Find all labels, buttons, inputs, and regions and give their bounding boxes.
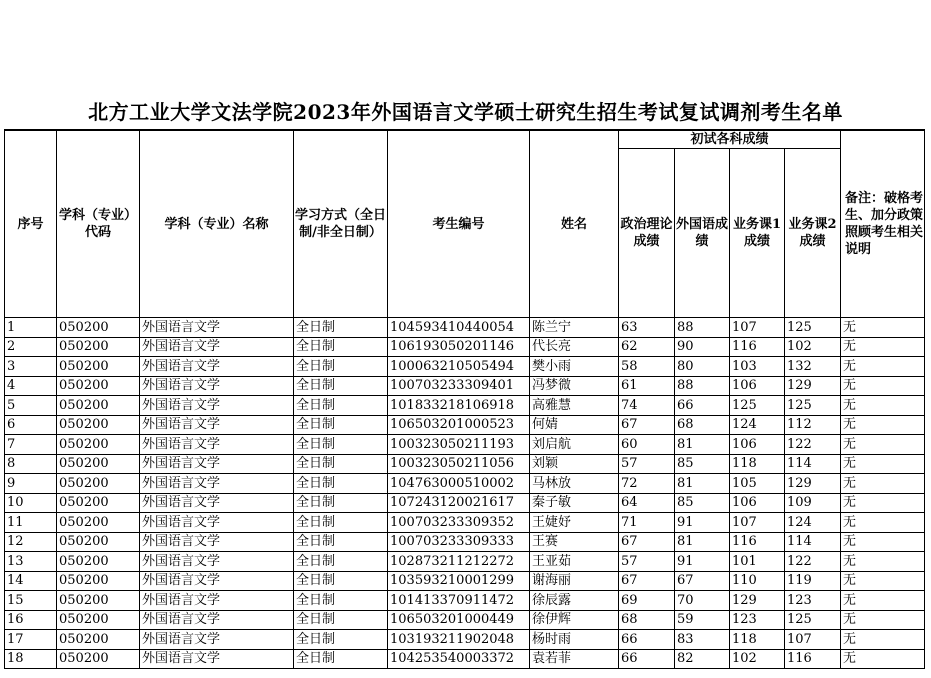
cell-mode: 全日制 <box>294 415 388 435</box>
cell-seq: 11 <box>5 513 57 533</box>
cell-note: 无 <box>841 396 925 416</box>
cell-student: 陈兰宁 <box>530 318 619 338</box>
cell-foreign: 91 <box>675 552 730 572</box>
table-row <box>5 649 925 669</box>
cell-politics: 74 <box>619 396 675 416</box>
cell-note: 无 <box>841 630 925 650</box>
cell-code: 050200 <box>57 630 140 650</box>
cell-name: 外国语言文学 <box>140 513 294 533</box>
cell-politics: 63 <box>619 318 675 338</box>
cell-course2: 125 <box>785 610 841 630</box>
cell-politics: 67 <box>619 571 675 591</box>
cell-exam-no: 104593410440054 <box>388 318 530 338</box>
cell-note: 无 <box>841 610 925 630</box>
cell-note: 无 <box>841 357 925 377</box>
cell-mode: 全日制 <box>294 474 388 494</box>
cell-course2: 112 <box>785 415 841 435</box>
cell-note: 无 <box>841 435 925 455</box>
cell-politics: 72 <box>619 474 675 494</box>
cell-name: 外国语言文学 <box>140 532 294 552</box>
cell-mode: 全日制 <box>294 552 388 572</box>
cell-note: 无 <box>841 532 925 552</box>
cell-exam-no: 100703233309333 <box>388 532 530 552</box>
cell-student: 杨时雨 <box>530 630 619 650</box>
cell-note: 无 <box>841 415 925 435</box>
cell-code: 050200 <box>57 493 140 513</box>
cell-note: 无 <box>841 376 925 396</box>
cell-course1: 124 <box>730 415 785 435</box>
header-code: 学科（专业）代码 <box>57 130 140 318</box>
cell-foreign: 59 <box>675 610 730 630</box>
cell-seq: 12 <box>5 532 57 552</box>
table-row <box>5 357 925 377</box>
cell-foreign: 70 <box>675 591 730 611</box>
cell-note: 无 <box>841 454 925 474</box>
cell-mode: 全日制 <box>294 318 388 338</box>
cell-seq: 17 <box>5 630 57 650</box>
cell-seq: 2 <box>5 337 57 357</box>
cell-note: 无 <box>841 649 925 669</box>
cell-foreign: 88 <box>675 318 730 338</box>
cell-seq: 6 <box>5 415 57 435</box>
cell-course1: 123 <box>730 610 785 630</box>
cell-note: 无 <box>841 493 925 513</box>
table-row <box>5 513 925 533</box>
cell-exam-no: 103193211902048 <box>388 630 530 650</box>
cell-course1: 110 <box>730 571 785 591</box>
cell-course1: 103 <box>730 357 785 377</box>
header-name: 学科（专业）名称 <box>140 130 294 318</box>
cell-politics: 66 <box>619 630 675 650</box>
cell-name: 外国语言文学 <box>140 571 294 591</box>
cell-politics: 71 <box>619 513 675 533</box>
cell-code: 050200 <box>57 415 140 435</box>
table-row <box>5 435 925 455</box>
cell-mode: 全日制 <box>294 493 388 513</box>
cell-note: 无 <box>841 513 925 533</box>
table-row <box>5 630 925 650</box>
cell-exam-no: 107243120021617 <box>388 493 530 513</box>
cell-foreign: 68 <box>675 415 730 435</box>
cell-seq: 1 <box>5 318 57 338</box>
cell-seq: 14 <box>5 571 57 591</box>
header-course1: 业务课1成绩 <box>730 149 785 318</box>
cell-exam-no: 103593210001299 <box>388 571 530 591</box>
cell-student: 马林放 <box>530 474 619 494</box>
cell-mode: 全日制 <box>294 591 388 611</box>
cell-course1: 101 <box>730 552 785 572</box>
cell-course1: 107 <box>730 318 785 338</box>
cell-foreign: 85 <box>675 454 730 474</box>
cell-politics: 69 <box>619 591 675 611</box>
cell-exam-no: 104763000510002 <box>388 474 530 494</box>
table-body <box>5 318 925 669</box>
cell-course1: 116 <box>730 532 785 552</box>
cell-mode: 全日制 <box>294 337 388 357</box>
cell-foreign: 90 <box>675 337 730 357</box>
cell-course1: 102 <box>730 649 785 669</box>
cell-course2: 125 <box>785 318 841 338</box>
cell-exam-no: 100703233309352 <box>388 513 530 533</box>
cell-foreign: 91 <box>675 513 730 533</box>
cell-course1: 118 <box>730 454 785 474</box>
cell-name: 外国语言文学 <box>140 591 294 611</box>
table-row <box>5 571 925 591</box>
cell-foreign: 81 <box>675 532 730 552</box>
cell-name: 外国语言文学 <box>140 610 294 630</box>
cell-name: 外国语言文学 <box>140 493 294 513</box>
cell-code: 050200 <box>57 552 140 572</box>
candidate-table <box>4 129 925 669</box>
cell-course1: 129 <box>730 591 785 611</box>
cell-foreign: 82 <box>675 649 730 669</box>
table-row <box>5 532 925 552</box>
cell-seq: 15 <box>5 591 57 611</box>
cell-course1: 125 <box>730 396 785 416</box>
cell-student: 徐辰露 <box>530 591 619 611</box>
cell-exam-no: 106503201000523 <box>388 415 530 435</box>
page-title: 北方工业大学文法学院2023年外国语言文学硕士研究生招生考试复试调剂考生名单 <box>88 100 843 124</box>
header-note: 备注：破格考生、加分政策照顾考生相关说明 <box>841 130 925 318</box>
cell-name: 外国语言文学 <box>140 318 294 338</box>
cell-student: 刘启航 <box>530 435 619 455</box>
cell-code: 050200 <box>57 318 140 338</box>
cell-course2: 129 <box>785 376 841 396</box>
cell-code: 050200 <box>57 610 140 630</box>
cell-course1: 106 <box>730 376 785 396</box>
cell-code: 050200 <box>57 376 140 396</box>
cell-foreign: 67 <box>675 571 730 591</box>
header-score-group: 初试各科成绩 <box>619 130 841 149</box>
cell-student: 刘颖 <box>530 454 619 474</box>
cell-politics: 58 <box>619 357 675 377</box>
cell-seq: 13 <box>5 552 57 572</box>
cell-student: 冯梦微 <box>530 376 619 396</box>
cell-name: 外国语言文学 <box>140 454 294 474</box>
cell-foreign: 80 <box>675 357 730 377</box>
cell-exam-no: 102873211212272 <box>388 552 530 572</box>
cell-politics: 68 <box>619 610 675 630</box>
cell-code: 050200 <box>57 454 140 474</box>
cell-course1: 106 <box>730 435 785 455</box>
cell-course2: 109 <box>785 493 841 513</box>
cell-politics: 64 <box>619 493 675 513</box>
cell-note: 无 <box>841 591 925 611</box>
cell-seq: 7 <box>5 435 57 455</box>
cell-exam-no: 104253540003372 <box>388 649 530 669</box>
cell-politics: 62 <box>619 337 675 357</box>
cell-student: 王亚茹 <box>530 552 619 572</box>
table-row <box>5 454 925 474</box>
cell-name: 外国语言文学 <box>140 630 294 650</box>
cell-note: 无 <box>841 552 925 572</box>
cell-course2: 114 <box>785 454 841 474</box>
table-row <box>5 474 925 494</box>
cell-name: 外国语言文学 <box>140 552 294 572</box>
cell-student: 高雅慧 <box>530 396 619 416</box>
cell-mode: 全日制 <box>294 357 388 377</box>
cell-student: 何婧 <box>530 415 619 435</box>
cell-mode: 全日制 <box>294 396 388 416</box>
cell-code: 050200 <box>57 649 140 669</box>
cell-foreign: 81 <box>675 435 730 455</box>
cell-seq: 9 <box>5 474 57 494</box>
cell-exam-no: 106193050201146 <box>388 337 530 357</box>
cell-course1: 116 <box>730 337 785 357</box>
cell-name: 外国语言文学 <box>140 376 294 396</box>
cell-course2: 107 <box>785 630 841 650</box>
cell-politics: 57 <box>619 552 675 572</box>
cell-course2: 123 <box>785 591 841 611</box>
cell-exam-no: 100323050211193 <box>388 435 530 455</box>
cell-student: 王赛 <box>530 532 619 552</box>
cell-politics: 57 <box>619 454 675 474</box>
cell-course1: 105 <box>730 474 785 494</box>
cell-code: 050200 <box>57 357 140 377</box>
cell-exam-no: 100703233309401 <box>388 376 530 396</box>
cell-politics: 67 <box>619 415 675 435</box>
table-row <box>5 318 925 338</box>
cell-student: 袁若菲 <box>530 649 619 669</box>
cell-note: 无 <box>841 318 925 338</box>
cell-course2: 125 <box>785 396 841 416</box>
cell-course2: 132 <box>785 357 841 377</box>
cell-course2: 116 <box>785 649 841 669</box>
cell-code: 050200 <box>57 571 140 591</box>
cell-code: 050200 <box>57 532 140 552</box>
cell-mode: 全日制 <box>294 571 388 591</box>
cell-code: 050200 <box>57 513 140 533</box>
cell-name: 外国语言文学 <box>140 357 294 377</box>
cell-course2: 124 <box>785 513 841 533</box>
cell-exam-no: 101413370911472 <box>388 591 530 611</box>
cell-seq: 8 <box>5 454 57 474</box>
cell-exam-no: 100323050211056 <box>388 454 530 474</box>
cell-mode: 全日制 <box>294 435 388 455</box>
cell-student: 王婕妤 <box>530 513 619 533</box>
table-row <box>5 610 925 630</box>
cell-student: 代长亮 <box>530 337 619 357</box>
cell-mode: 全日制 <box>294 610 388 630</box>
cell-mode: 全日制 <box>294 532 388 552</box>
table-row <box>5 591 925 611</box>
cell-code: 050200 <box>57 396 140 416</box>
cell-student: 徐伊辉 <box>530 610 619 630</box>
cell-course1: 106 <box>730 493 785 513</box>
cell-mode: 全日制 <box>294 630 388 650</box>
header-politics: 政治理论成绩 <box>619 149 675 318</box>
cell-name: 外国语言文学 <box>140 474 294 494</box>
cell-student: 樊小雨 <box>530 357 619 377</box>
cell-foreign: 81 <box>675 474 730 494</box>
cell-code: 050200 <box>57 337 140 357</box>
cell-seq: 4 <box>5 376 57 396</box>
cell-course2: 122 <box>785 435 841 455</box>
cell-foreign: 85 <box>675 493 730 513</box>
cell-mode: 全日制 <box>294 649 388 669</box>
table-row <box>5 552 925 572</box>
cell-seq: 18 <box>5 649 57 669</box>
cell-foreign: 88 <box>675 376 730 396</box>
cell-name: 外国语言文学 <box>140 649 294 669</box>
cell-code: 050200 <box>57 591 140 611</box>
cell-mode: 全日制 <box>294 376 388 396</box>
cell-mode: 全日制 <box>294 513 388 533</box>
cell-politics: 66 <box>619 649 675 669</box>
cell-note: 无 <box>841 571 925 591</box>
cell-course2: 102 <box>785 337 841 357</box>
cell-name: 外国语言文学 <box>140 396 294 416</box>
table-row <box>5 376 925 396</box>
header-seq: 序号 <box>5 130 57 318</box>
cell-course1: 107 <box>730 513 785 533</box>
table-row <box>5 396 925 416</box>
cell-code: 050200 <box>57 474 140 494</box>
cell-name: 外国语言文学 <box>140 435 294 455</box>
cell-politics: 67 <box>619 532 675 552</box>
cell-student: 谢海丽 <box>530 571 619 591</box>
table-row <box>5 493 925 513</box>
header-course2: 业务课2成绩 <box>785 149 841 318</box>
cell-student: 秦子敏 <box>530 493 619 513</box>
cell-politics: 60 <box>619 435 675 455</box>
table-row <box>5 337 925 357</box>
table-row <box>5 415 925 435</box>
cell-course2: 114 <box>785 532 841 552</box>
cell-course2: 122 <box>785 552 841 572</box>
cell-course1: 118 <box>730 630 785 650</box>
cell-course2: 119 <box>785 571 841 591</box>
header-student: 姓名 <box>530 130 619 318</box>
cell-seq: 10 <box>5 493 57 513</box>
header-foreign: 外国语成绩 <box>675 149 730 318</box>
cell-exam-no: 101833218106918 <box>388 396 530 416</box>
cell-note: 无 <box>841 337 925 357</box>
header-exam-no: 考生编号 <box>388 130 530 318</box>
cell-foreign: 83 <box>675 630 730 650</box>
cell-course2: 129 <box>785 474 841 494</box>
cell-name: 外国语言文学 <box>140 337 294 357</box>
cell-mode: 全日制 <box>294 454 388 474</box>
cell-code: 050200 <box>57 435 140 455</box>
cell-seq: 3 <box>5 357 57 377</box>
header-mode: 学习方式（全日制/非全日制） <box>294 130 388 318</box>
cell-note: 无 <box>841 474 925 494</box>
cell-politics: 61 <box>619 376 675 396</box>
cell-foreign: 66 <box>675 396 730 416</box>
cell-seq: 5 <box>5 396 57 416</box>
cell-exam-no: 100063210505494 <box>388 357 530 377</box>
cell-seq: 16 <box>5 610 57 630</box>
cell-name: 外国语言文学 <box>140 415 294 435</box>
cell-exam-no: 106503201000449 <box>388 610 530 630</box>
